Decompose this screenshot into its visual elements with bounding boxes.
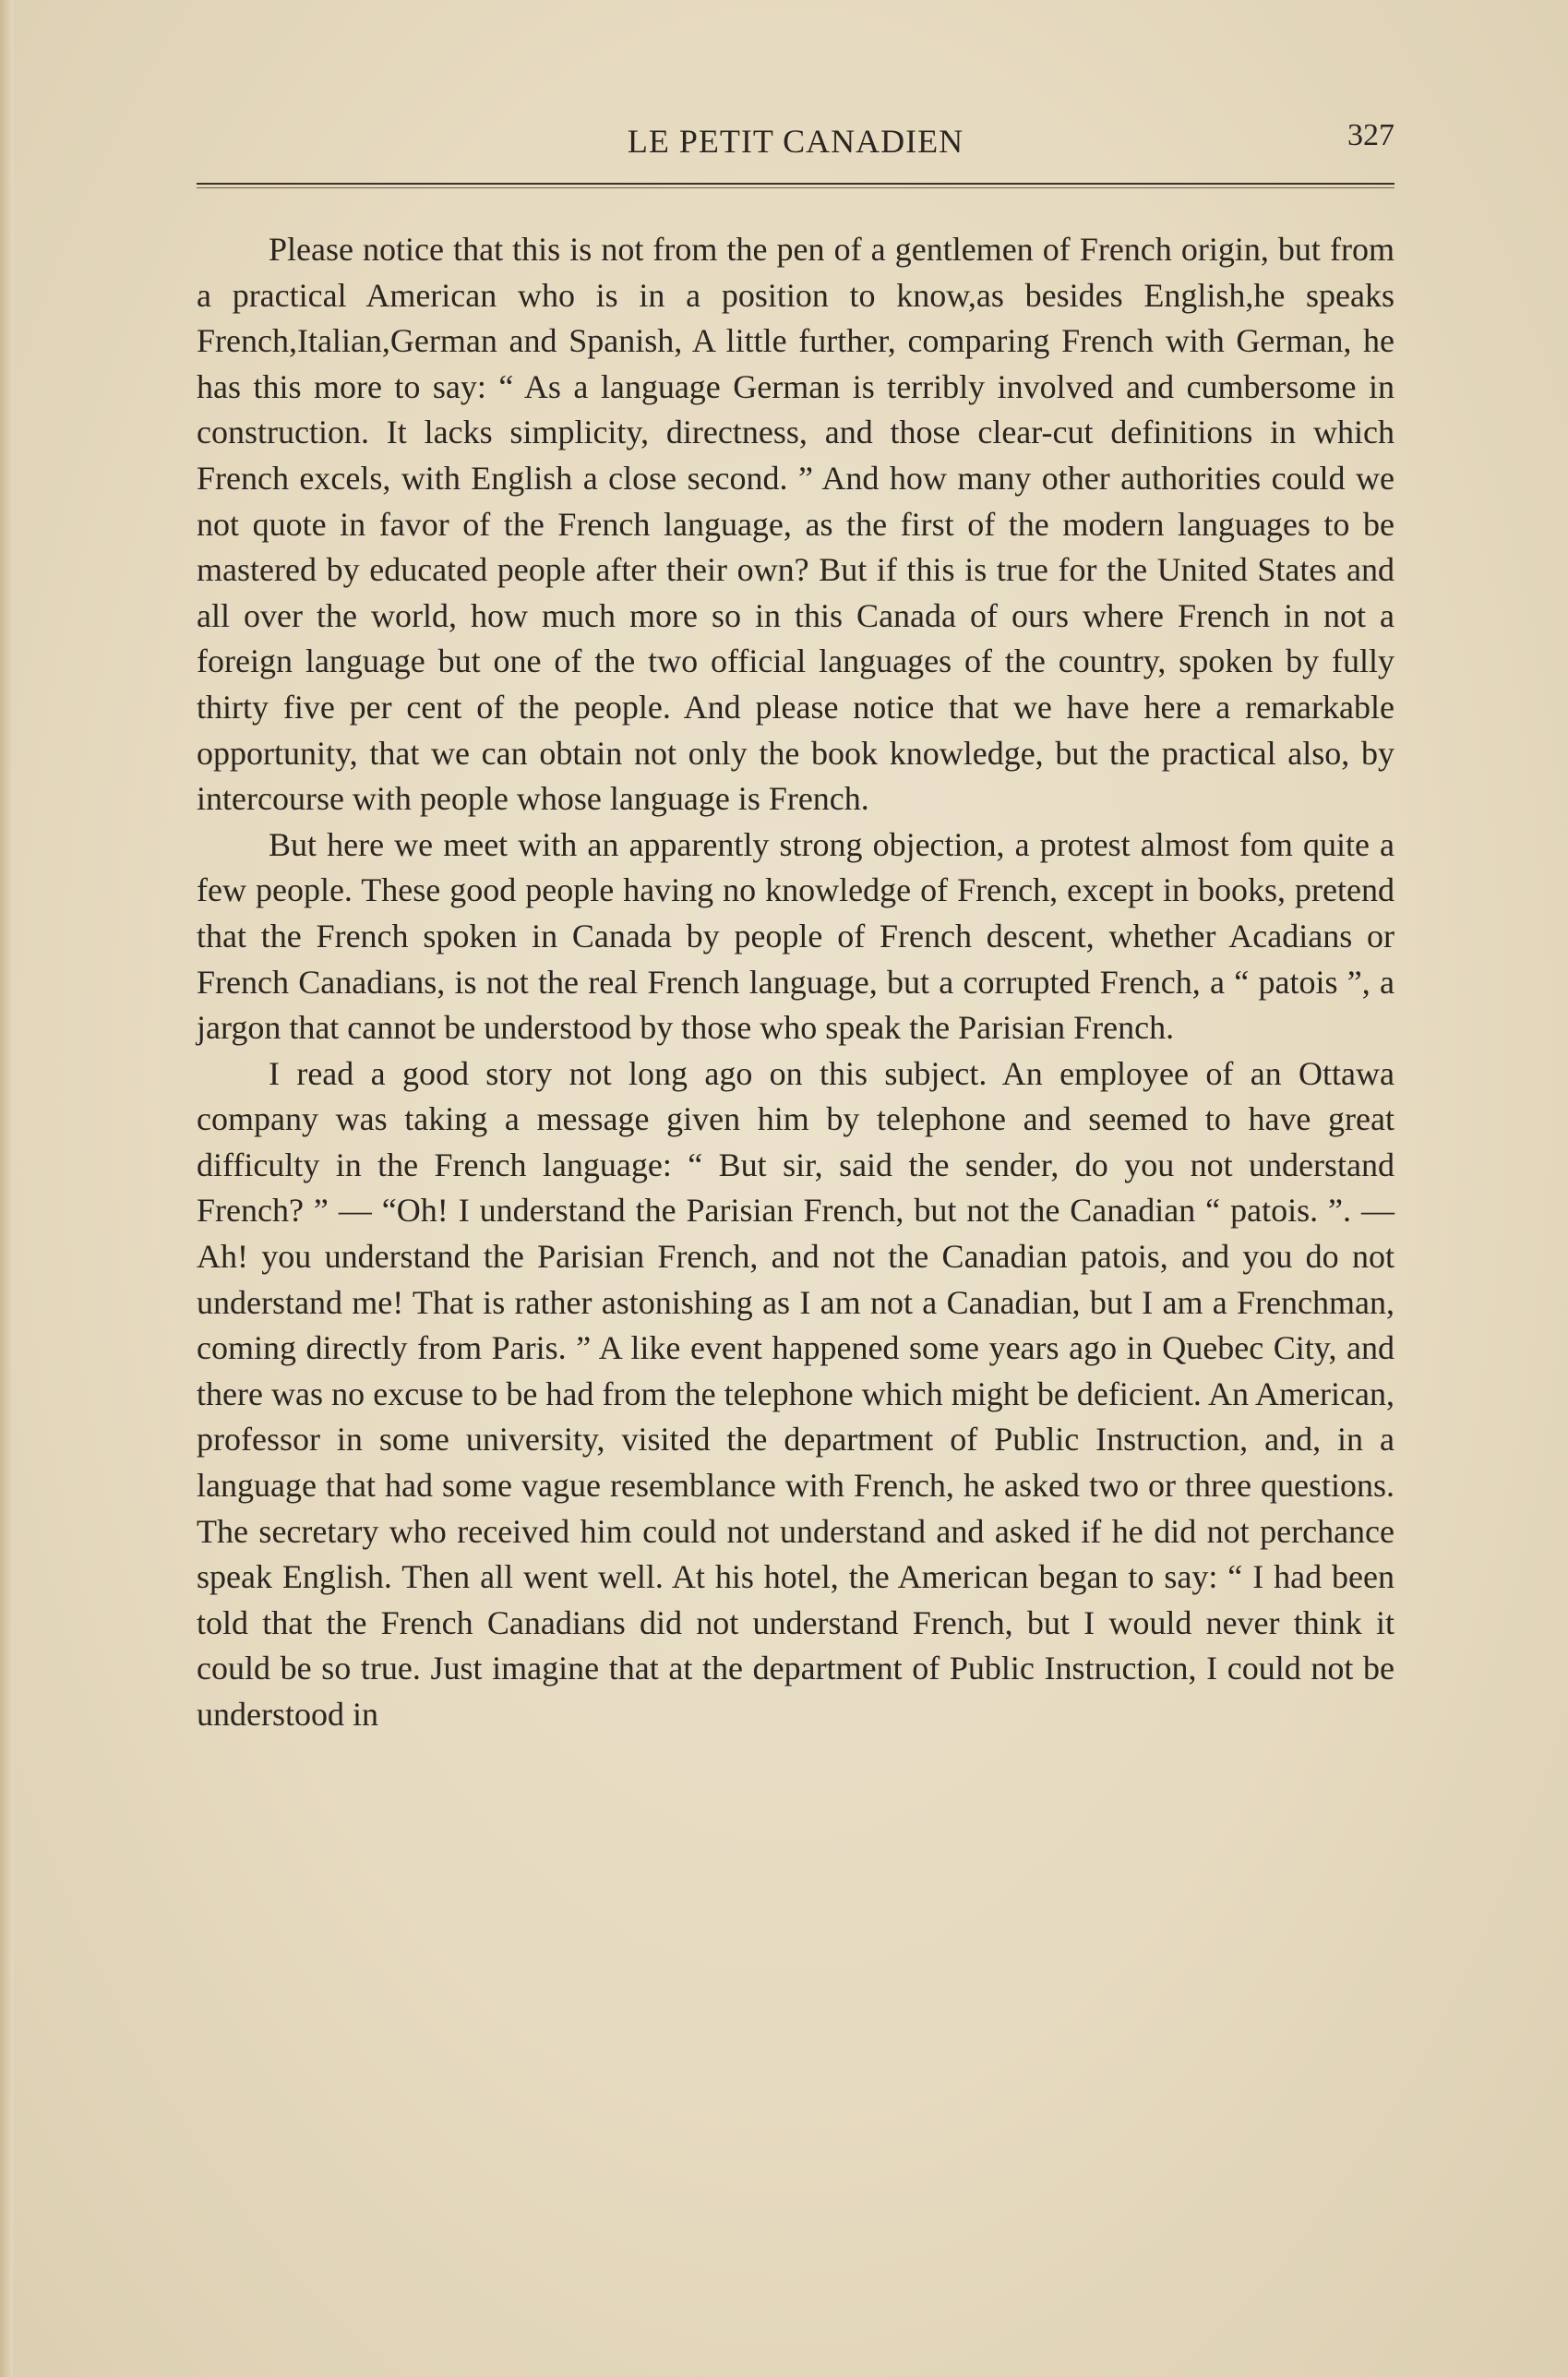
page-number: 327 [1347, 118, 1394, 152]
body-text [197, 227, 1394, 1738]
page-header [197, 118, 1394, 174]
paragraph: I read a good story not long ago on this subject. An employee of an Ottawa company was taking a message given him by telephone and seemed to have great difficulty in the French language: “ But sir, said the sender, do you not understand French? ” — “Oh! I understand the Parisian French, but not the Canadian “ patois. ”. — Ah! you understand the Parisian French, and not the Canadian patois, and you do not understand me! That is rather astonishing as I am not a Canadian, but I am a Frenchman, coming directly from Paris. ” A like event happened some years ago in Quebec City, and there was no excuse to be had from the telephone which might be deficient. An American, professor in some university, visited the department of Public Instruction, and, in a language that had some vague resemblance with French, he asked two or three questions. The secretary who received him could not understand and asked if he did not perchance speak English. Then all went well. At his hotel, the American began to say: “ I had been told that the French Canadians did not understand French, but I would never think it could be so true. Just imagine that at the department of Public Instruction, I could not be understood in [197, 1054, 1394, 1733]
header-rule-thin [197, 187, 1394, 188]
paragraph: Please notice that this is not from the pen of a gentlemen of French origin, but from a practical American who is in a position to know,as besides English,he speaks French,Italian,German and Spanish, A little further, comparing French with German, he has this more to say: “ As a language German is terribly involved and cumbersome in construction. It lacks simplicity, directness, and those clear-cut definitions in which French excels, with English a close second. ” And how many other authorities could we not quote in favor of the French language, as the first of the modern languages to be mastered by educated people after their own? But if this is true for the United States and all over the world, how much more so in this Canada of ours where French in not a foreign language but one of the two official languages of the country, spoken by fully thirty five per cent of the people. And please notice that we have here a remarkable opportunity, that we can obtain not only the book knowledge, but the practical also, by intercourse with people whose language is French. [197, 231, 1394, 818]
page-edge-shadow [0, 0, 13, 2377]
header-rule [197, 183, 1394, 185]
paragraph: But here we meet with an apparently strong objection, a protest almost fom quite a few people. These good people having no knowledge of French, except in books, pretend that the French spoken in Canada by people of French descent, whether Acadians or French Canadians, is not the real French language, but a corrupted French, a “ patois ”, a jargon that cannot be understood by those who speak the Parisian French. [197, 825, 1394, 1047]
running-title: LE PETIT CANADIEN [627, 123, 964, 160]
